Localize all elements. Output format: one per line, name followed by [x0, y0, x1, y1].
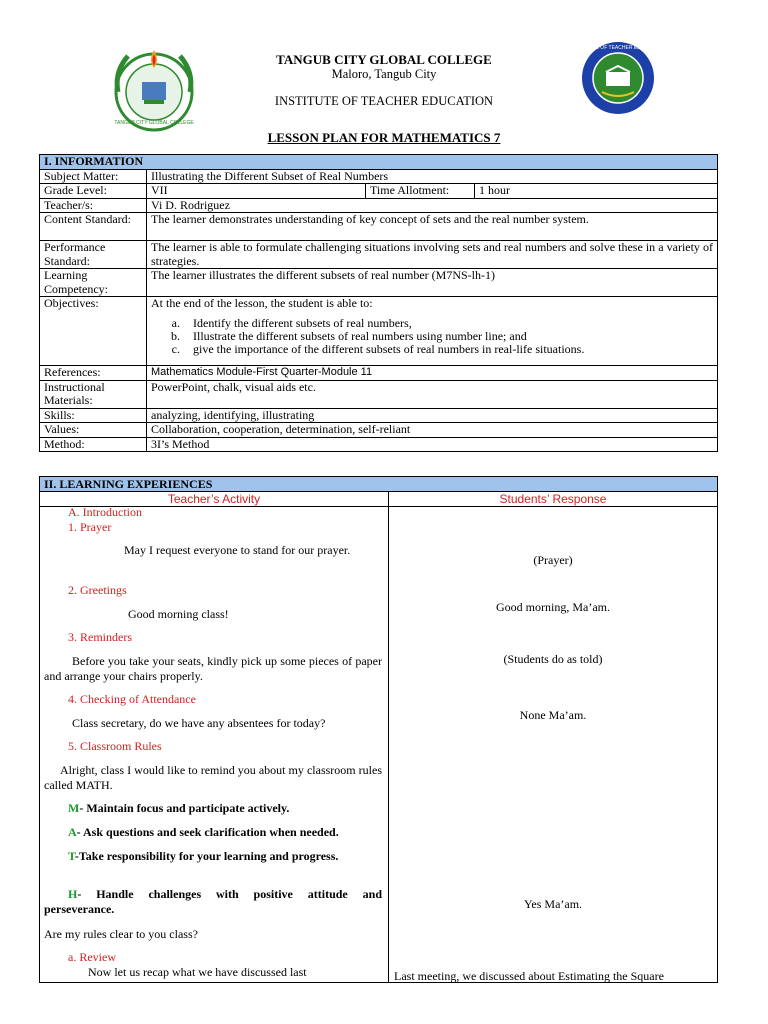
competency-value: The learner illustrates the different subsets of real number (M7NS-lh-1)	[147, 269, 718, 297]
greetings-response: Good morning, Ma’am.	[496, 600, 610, 614]
reminders-teacher-text: Before you take your seats, kindly pick up some pieces of paper and arrange your chairs properly.	[44, 654, 382, 683]
objectives-list	[151, 317, 713, 356]
rules-question: Are my rules clear to you class?	[44, 927, 198, 941]
classroom-rules-heading: 5. Classroom Rules	[68, 739, 162, 753]
greetings-heading: 2. Greetings	[68, 583, 127, 597]
objective-item: a. Identify the different subsets of real numbers,	[183, 317, 713, 330]
references-value: Mathematics Module-First Quarter-Module 11	[147, 366, 718, 381]
college-name: TANGUB CITY GLOBAL COLLEGE	[276, 52, 492, 67]
review-heading: a. Review	[68, 950, 116, 964]
attendance-heading: 4. Checking of Attendance	[68, 692, 196, 706]
college-address: Maloro, Tangub City	[331, 67, 437, 81]
teacher-label: Teacher/s:	[40, 198, 147, 213]
content-standard-value: The learner demonstrates understanding of key concept of sets and the real number system.	[147, 213, 718, 241]
performance-standard-label: Performance Standard:	[40, 241, 147, 269]
values-label: Values:	[40, 423, 147, 438]
greetings-teacher-text: Good morning class!	[128, 607, 229, 621]
competency-label: Learning Competency:	[40, 269, 147, 297]
lesson-plan-title: LESSON PLAN FOR MATHEMATICS 7	[267, 130, 501, 145]
prayer-teacher-text: May I request everyone to stand for our prayer.	[124, 543, 351, 557]
materials-label: Instructional Materials:	[40, 380, 147, 408]
materials-value: PowerPoint, chalk, visual aids etc.	[147, 380, 718, 408]
subject-label: Subject Matter:	[40, 169, 147, 184]
introduction-heading: A. Introduction	[68, 505, 142, 519]
objectives-cell	[147, 297, 718, 366]
rule-t-text: -Take responsibility for your learning and progress.	[74, 849, 339, 863]
objective-item: b. Illustrate the different subsets of real numbers using number line; and	[183, 330, 713, 343]
grade-label: Grade Level:	[40, 184, 147, 199]
rule-m	[68, 801, 289, 816]
student-response-header: Students’ Response	[499, 492, 607, 506]
rule-t	[44, 849, 382, 864]
reminders-response: (Students do as told)	[503, 652, 603, 666]
rule-h	[44, 887, 382, 917]
rule-a-letter: A	[68, 825, 77, 839]
learning-heading: II. LEARNING EXPERIENCES	[40, 477, 717, 492]
rule-m-text: - Maintain focus and participate actively.	[79, 801, 290, 815]
content-standard-label: Content Standard:	[40, 213, 147, 241]
objectives-intro: At the end of the lesson, the student is able to:	[151, 296, 373, 310]
information-table	[39, 154, 718, 452]
objectives-label: Objectives:	[40, 297, 147, 366]
skills-label: Skills:	[40, 408, 147, 423]
time-value: 1 hour	[475, 184, 718, 199]
review-response: Last meeting, we discussed about Estimating the Square	[394, 969, 664, 983]
rule-a	[68, 825, 339, 840]
method-label: Method:	[40, 437, 147, 452]
svg-text:INSTITUTE OF TEACHER EDUCATION: INSTITUTE OF TEACHER EDUCATION	[573, 45, 663, 51]
rule-m-letter: M	[68, 801, 80, 815]
svg-text:TANGUB CITY GLOBAL COLLEGE: TANGUB CITY GLOBAL COLLEGE	[114, 120, 194, 126]
teacher-activity-header: Teacher’s Activity	[40, 492, 389, 506]
review-teacher-text: Now let us recap what we have discussed last	[88, 965, 307, 979]
reminders-heading: 3. Reminders	[68, 630, 132, 644]
values-value: Collaboration, cooperation, determination, self-reliant	[147, 423, 718, 438]
method-value: 3I’s Method	[147, 437, 718, 452]
skills-value: analyzing, identifying, illustrating	[147, 408, 718, 423]
information-heading: I. INFORMATION	[40, 155, 718, 170]
rule-h-letter: H	[68, 887, 78, 901]
rule-h-text: - Handle challenges with positive attitude and perseverance.	[44, 887, 382, 916]
attendance-teacher-text: Class secretary, do we have any absentees for today?	[72, 716, 326, 730]
time-label: Time Allotment:	[366, 184, 475, 199]
prayer-response: (Prayer)	[533, 553, 573, 567]
classroom-rules-intro: Alright, class I would like to remind you about my classroom rules called MATH.	[44, 763, 382, 792]
teacher-value: Vi D. Rodriguez	[147, 198, 718, 213]
attendance-response: None Ma’am.	[519, 708, 587, 722]
rule-t-letter: T	[68, 849, 75, 863]
references-label: References:	[40, 366, 147, 381]
rule-a-text: - Ask questions and seek clarification when needed.	[76, 825, 339, 839]
objective-item: c. give the importance of the different subsets of real numbers in real-life situations.	[183, 343, 713, 356]
learning-experiences-table	[39, 476, 718, 983]
institute-name: INSTITUTE OF TEACHER EDUCATION	[274, 94, 494, 108]
grade-value: VII	[147, 184, 366, 199]
subject-value: Illustrating the Different Subset of Real Numbers	[147, 169, 718, 184]
rules-response: Yes Ma’am.	[523, 897, 583, 911]
prayer-heading: 1. Prayer	[68, 520, 112, 534]
performance-standard-value: The learner is able to formulate challenging situations involving sets and real numbers and solve these in a variety of strategies.	[147, 241, 718, 269]
